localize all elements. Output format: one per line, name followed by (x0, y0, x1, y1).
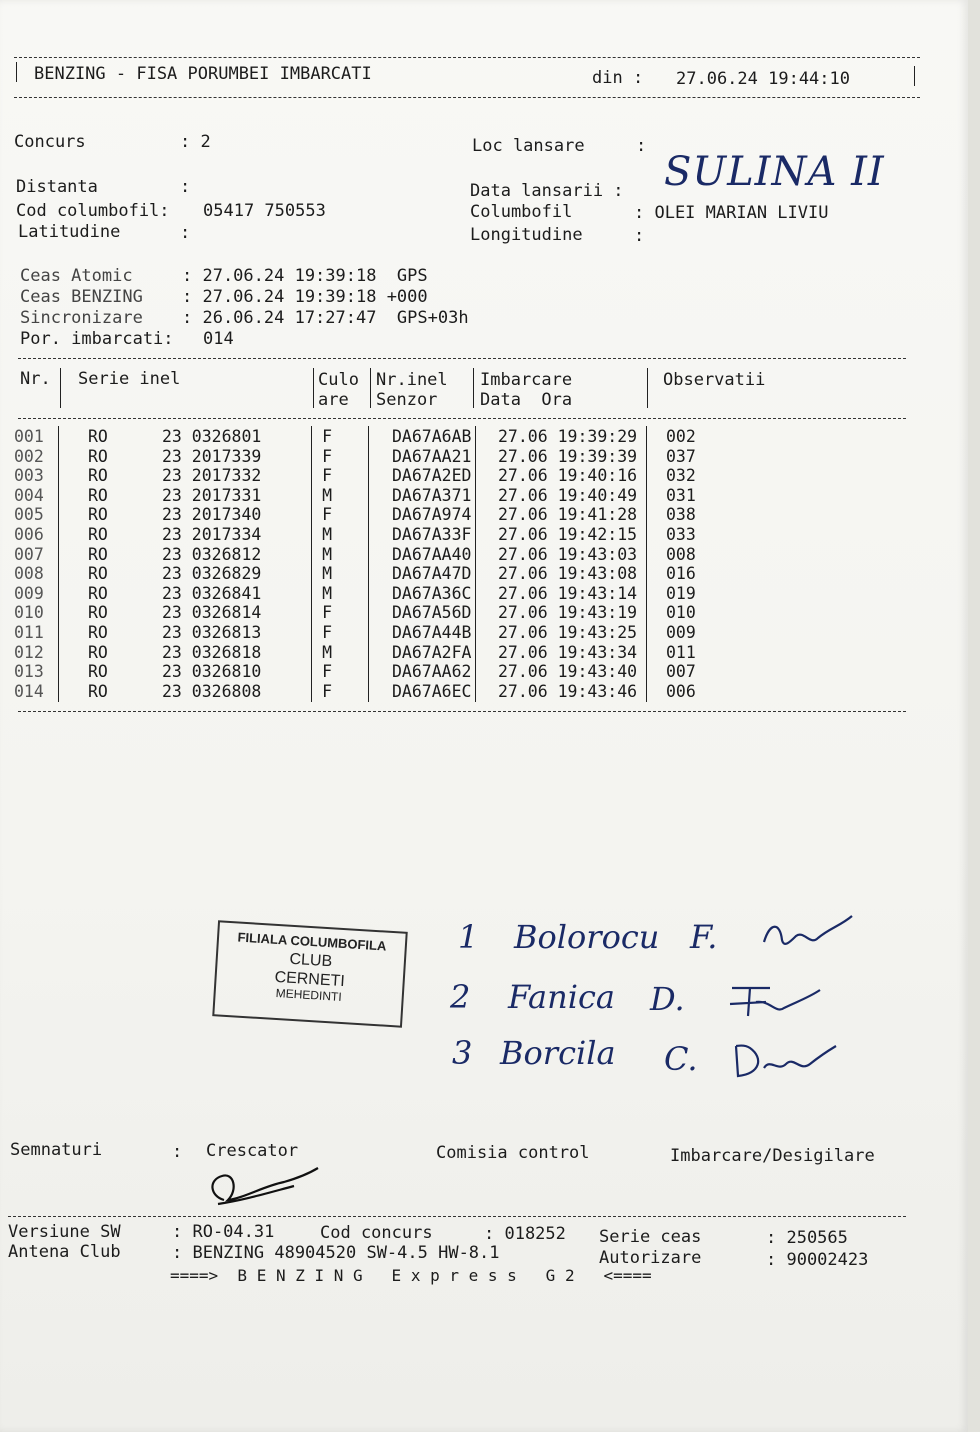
table-row (14, 427, 726, 447)
row-nr: 011 (14, 622, 44, 642)
hw-num-1: 1 (458, 918, 479, 956)
row-nr: 002 (14, 446, 44, 466)
row-country: RO (88, 524, 108, 544)
row-datetime: 27.06 19:39:29 (498, 427, 638, 446)
pigeons-table-body (14, 427, 726, 701)
row-observatii: 016 (666, 564, 696, 584)
col-serie-header: Serie inel (78, 369, 181, 389)
hdr-sep-4 (473, 368, 474, 408)
imbarcare-desigilare-label: Imbarcare/Desigilare (670, 1146, 875, 1166)
row-sex: F (322, 446, 332, 466)
row-country: RO (88, 505, 108, 525)
table-row (14, 603, 726, 623)
row-observatii: 019 (666, 583, 696, 603)
row-nr: 005 (14, 505, 44, 525)
col-nr-header: Nr. (20, 369, 51, 389)
hw-initial-1: F. (690, 918, 718, 956)
row-sensor: DA67A6AB (392, 427, 472, 446)
concurs-value: : 2 (180, 132, 211, 152)
comisia-control-label: Comisia control (436, 1143, 590, 1163)
row-country: RO (88, 662, 108, 682)
data-lansarii-label: Data lansarii : (470, 181, 624, 201)
table-row (14, 623, 726, 643)
hdr-sep-1 (60, 368, 61, 408)
row-ring-serial: 23 0326841 (162, 583, 262, 603)
hw-name-1: Bolorocu (514, 918, 660, 956)
row-observatii: 006 (666, 681, 696, 701)
antena-club-value: : BENZING 48904520 SW-4.5 HW-8.1 (172, 1243, 500, 1263)
row-sex: M (322, 583, 332, 603)
row-country: RO (88, 681, 108, 701)
table-row (14, 682, 726, 702)
columbofil-value: : OLEI MARIAN LIVIU (634, 203, 829, 223)
row-sensor: DA67A371 (392, 485, 472, 505)
row-color (332, 603, 392, 623)
ceas-benzing-value: : 27.06.24 19:39:18 +000 (182, 287, 428, 307)
hw-name-2: Fanica (508, 978, 615, 1016)
table-row (14, 545, 726, 565)
row-sensor: DA67A44B (392, 622, 472, 642)
row-sex: F (322, 681, 332, 701)
hw-signature-2 (726, 980, 826, 1024)
row-nr: 004 (14, 485, 44, 505)
table-row (14, 447, 726, 467)
table-row (14, 584, 726, 604)
handwritten-location: SULINA II (664, 149, 885, 195)
row-nr: 001 (14, 427, 44, 446)
row-color (332, 486, 392, 506)
hw-initial-2: D. (650, 980, 685, 1018)
row-datetime: 27.06 19:43:08 (498, 564, 638, 584)
footer-top-rule (8, 1216, 906, 1217)
row-nr: 008 (14, 564, 44, 584)
row-sex: F (322, 427, 332, 446)
longitudine-value: : (634, 226, 645, 246)
row-color (332, 564, 392, 584)
row-observatii: 033 (666, 524, 696, 544)
row-nr: 007 (14, 544, 44, 564)
hw-name-3: Borcila (500, 1034, 616, 1072)
row-datetime: 27.06 19:41:28 (498, 505, 638, 525)
antena-club-label: Antena Club (8, 1242, 121, 1262)
col-imbarcare-header: Imbarcare (480, 370, 573, 390)
row-sex: M (322, 564, 332, 584)
table-bottom-rule (18, 711, 906, 712)
row-observatii: 038 (666, 505, 696, 525)
table-row (14, 466, 726, 486)
row-observatii: 009 (666, 622, 696, 642)
header-top-rule (14, 57, 920, 58)
row-ring-serial: 23 0326810 (162, 662, 262, 682)
latitudine-label: Latitudine (18, 222, 121, 242)
hw-num-2: 2 (450, 978, 471, 1016)
row-country: RO (88, 466, 108, 486)
loc-lansare-value: : (636, 136, 647, 156)
row-observatii: 007 (666, 662, 696, 682)
row-country: RO (88, 564, 108, 584)
row-country: RO (88, 544, 108, 564)
header-left-bar (16, 62, 17, 82)
row-country: RO (88, 446, 108, 466)
semnaturi-label: Semnaturi (10, 1140, 103, 1160)
row-country: RO (88, 485, 108, 505)
row-sex: F (322, 622, 332, 642)
club-stamp (212, 920, 408, 1027)
distanta-label: Distanta (16, 177, 98, 197)
row-nr: 014 (14, 681, 44, 701)
row-color (332, 662, 392, 682)
row-sex: F (322, 603, 332, 623)
col-dataora-header: Data Ora (480, 390, 573, 410)
row-datetime: 27.06 19:42:15 (498, 524, 638, 544)
row-ring-serial: 23 2017332 (162, 466, 262, 486)
row-color (332, 447, 392, 467)
hdr-sep-5 (647, 368, 648, 408)
hw-initial-3: C. (664, 1040, 698, 1078)
col-senzor-header: Senzor (376, 390, 438, 410)
row-nr: 006 (14, 524, 44, 544)
row-nr: 009 (14, 583, 44, 603)
stamp-line-4: MEHEDINTI (275, 985, 343, 1004)
ceas-atomic-value: : 27.06.24 19:39:18 GPS (182, 266, 428, 286)
row-sex: M (322, 524, 332, 544)
row-datetime: 27.06 19:43:03 (498, 544, 638, 564)
row-sensor: DA67AA21 (392, 446, 472, 466)
row-color (332, 427, 392, 447)
brand-line: ====> B E N Z I N G E x p r e s s G 2 <==== (170, 1266, 652, 1285)
row-country: RO (88, 583, 108, 603)
autorizare-label: Autorizare (599, 1248, 702, 1268)
row-ring-serial: 23 0326829 (162, 564, 262, 584)
table-row (14, 643, 726, 663)
row-color (332, 505, 392, 525)
row-observatii: 008 (666, 544, 696, 564)
col-observatii-header: Observatii (663, 370, 766, 390)
row-datetime: 27.06 19:40:49 (498, 485, 638, 505)
row-nr: 013 (14, 662, 44, 682)
row-sensor: DA67A974 (392, 505, 472, 525)
row-ring-serial: 23 2017339 (162, 446, 262, 466)
col-nrinel-header: Nr.inel (376, 370, 448, 390)
row-nr: 012 (14, 642, 44, 662)
paper-edge (968, 0, 980, 1432)
crescator-label: Crescator (206, 1141, 299, 1161)
versiune-sw-label: Versiune SW (8, 1222, 121, 1242)
hdr-sep-3 (370, 368, 371, 408)
row-country: RO (88, 622, 108, 642)
porumbei-imbarcati-value: 014 (203, 329, 234, 349)
row-datetime: 27.06 19:43:46 (498, 681, 638, 701)
row-sensor: DA67A47D (392, 564, 472, 584)
table-row (14, 505, 726, 525)
row-sensor: DA67A2ED (392, 466, 472, 486)
sincronizare-label: Sincronizare (20, 308, 143, 328)
document-title: BENZING - FISA PORUMBEI IMBARCATI (34, 64, 372, 84)
print-date-label: din : (592, 68, 644, 88)
row-sensor: DA67A56D (392, 603, 472, 623)
loc-lansare-label: Loc lansare (472, 136, 585, 156)
stamp-line-3: CERNETI (274, 968, 346, 991)
header-right-bar (914, 66, 915, 86)
cod-concurs-value: : 018252 (484, 1224, 566, 1244)
row-ring-serial: 23 2017331 (162, 485, 262, 505)
col-are-header: are (318, 390, 349, 410)
row-ring-serial: 23 0326812 (162, 544, 262, 564)
row-sex: F (322, 466, 332, 486)
row-color (332, 525, 392, 545)
row-datetime: 27.06 19:39:39 (498, 446, 638, 466)
row-datetime: 27.06 19:43:25 (498, 622, 638, 642)
columbofil-label: Columbofil (470, 202, 573, 222)
row-country: RO (88, 603, 108, 623)
row-nr: 003 (14, 466, 44, 486)
hw-signature-1 (760, 912, 860, 956)
stamp-line-1: FILIALA COLUMBOFILA (237, 929, 387, 954)
cod-columbofil-value: 05417 750553 (203, 201, 326, 221)
table-top-rule (18, 358, 906, 359)
row-ring-serial: 23 2017334 (162, 524, 262, 544)
row-datetime: 27.06 19:43:34 (498, 642, 638, 662)
table-row (14, 486, 726, 506)
row-ring-serial: 23 0326818 (162, 642, 262, 662)
row-sex: M (322, 642, 332, 662)
cod-concurs-label: Cod concurs (320, 1223, 433, 1243)
pigeons-table (14, 427, 726, 701)
longitudine-label: Longitudine (470, 225, 583, 245)
row-datetime: 27.06 19:40:16 (498, 466, 638, 486)
autorizare-value: : 90002423 (766, 1250, 869, 1270)
row-observatii: 002 (666, 427, 696, 446)
row-sensor: DA67A2FA (392, 642, 472, 662)
table-row (14, 525, 726, 545)
row-sensor: DA67AA40 (392, 544, 472, 564)
cod-columbofil-label: Cod columbofil: (16, 201, 170, 221)
table-row (14, 564, 726, 584)
row-datetime: 27.06 19:43:40 (498, 662, 638, 682)
col-culo-header: Culo (318, 370, 359, 390)
row-sex: M (322, 485, 332, 505)
hdr-sep-2 (313, 368, 314, 408)
row-country: RO (88, 642, 108, 662)
row-ring-serial: 23 0326814 (162, 603, 262, 623)
row-color (332, 623, 392, 643)
row-color (332, 545, 392, 565)
serie-ceas-label: Serie ceas (599, 1227, 702, 1247)
latitudine-value: : (180, 223, 191, 243)
hw-signature-3 (730, 1038, 840, 1082)
row-country: RO (88, 427, 108, 446)
stamp-line-2: CLUB (289, 950, 333, 971)
row-color (332, 643, 392, 663)
row-observatii: 011 (666, 642, 696, 662)
row-observatii: 010 (666, 603, 696, 623)
sincronizare-value: : 26.06.24 17:27:47 GPS+03h (182, 308, 469, 328)
row-nr: 010 (14, 603, 44, 623)
distanta-value: : (180, 177, 191, 197)
row-sensor: DA67AA62 (392, 662, 472, 682)
table-row (14, 662, 726, 682)
crescator-signature (204, 1160, 324, 1212)
table-header-rule (18, 418, 906, 419)
row-sensor: DA67A6EC (392, 681, 472, 701)
print-date-value: 27.06.24 19:44:10 (676, 69, 850, 89)
row-observatii: 031 (666, 485, 696, 505)
concurs-label: Concurs (14, 132, 86, 152)
row-sex: F (322, 662, 332, 682)
row-color (332, 466, 392, 486)
row-color (332, 682, 392, 702)
row-sensor: DA67A36C (392, 583, 472, 603)
row-datetime: 27.06 19:43:19 (498, 603, 638, 623)
ceas-benzing-label: Ceas BENZING (20, 287, 143, 307)
row-ring-serial: 23 0326813 (162, 622, 262, 642)
header-bottom-rule (14, 97, 920, 98)
row-observatii: 032 (666, 466, 696, 486)
row-sex: F (322, 505, 332, 525)
serie-ceas-value: : 250565 (766, 1228, 848, 1248)
hw-num-3: 3 (452, 1034, 473, 1072)
row-observatii: 037 (666, 446, 696, 466)
ceas-atomic-label: Ceas Atomic (20, 266, 133, 286)
row-sensor: DA67A33F (392, 524, 472, 544)
porumbei-imbarcati-label: Por. imbarcati: (20, 329, 174, 349)
row-ring-serial: 23 0326808 (162, 681, 262, 701)
row-datetime: 27.06 19:43:14 (498, 583, 638, 603)
row-ring-serial: 23 0326801 (162, 427, 262, 446)
versiune-sw-value: : RO-04.31 (172, 1222, 275, 1242)
row-sex: M (322, 544, 332, 564)
row-ring-serial: 23 2017340 (162, 505, 262, 525)
row-color (332, 584, 392, 604)
semnaturi-colon: : (172, 1142, 183, 1162)
